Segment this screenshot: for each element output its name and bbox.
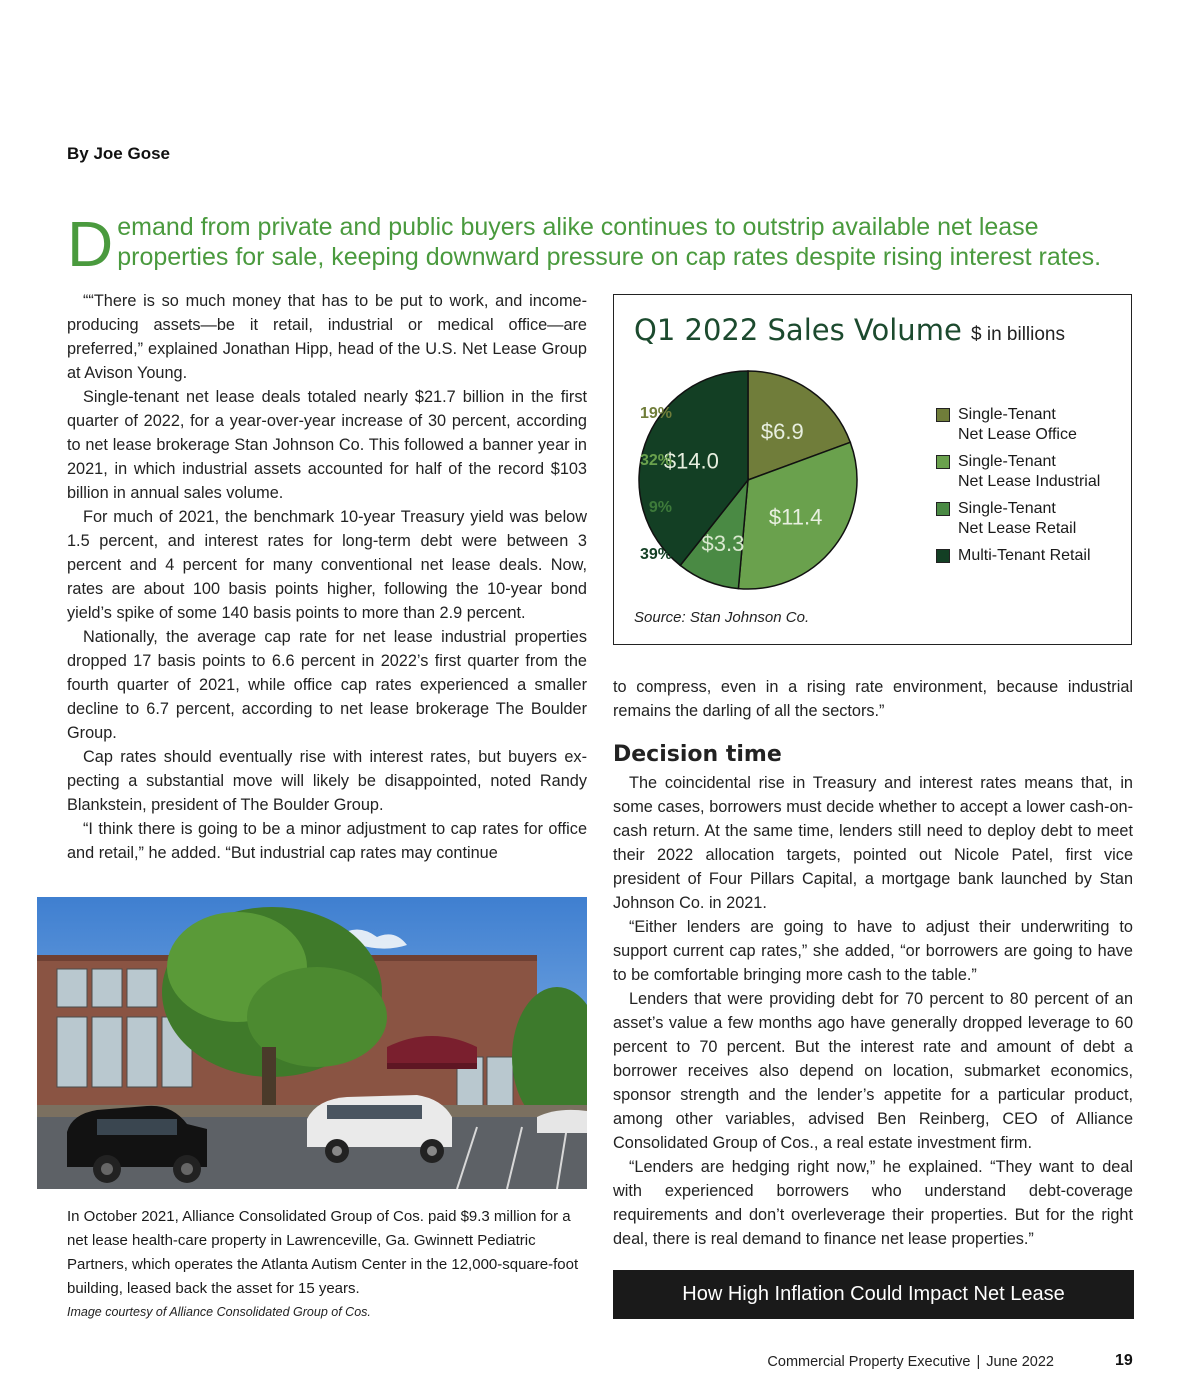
legend-label: Single-Tenant Net Lease Industrial	[958, 453, 1101, 490]
legend-label: Single-Tenant Net Lease Office	[958, 406, 1077, 443]
paragraph: Nationally, the average cap rate for net lease industrial properties dropped 17 basis points to 6.6 percent in 2022’s first quarter from the fourth quarter of 2021, while office cap rates experienced a smaller decline to 6.7 percent, according to net lease brokerage The Boulder Group.	[67, 628, 587, 742]
drop-cap: D	[67, 208, 114, 280]
chart-title-text: Q1 2022 Sales Volume	[634, 313, 962, 347]
legend-percent: 39%	[639, 546, 672, 563]
legend-label: Multi-Tenant Retail	[958, 547, 1091, 564]
legend-swatch	[936, 455, 950, 469]
legend-percent: 19%	[639, 405, 672, 422]
legend-label: Single-Tenant Net Lease Retail	[958, 500, 1077, 537]
publication-name: Commercial Property Executive	[767, 1354, 971, 1370]
chart-source: Source: Stan Johnson Co.	[634, 609, 810, 626]
deck-text: emand from private and public buyers alike continues to outstrip available net lease properties for sale, keeping downward pressure on cap rates despite rising interest rates.	[117, 213, 1102, 271]
legend-swatch	[936, 502, 950, 516]
right-column	[613, 771, 1133, 1251]
paragraph: Lenders that were providing debt for 70 percent to 80 percent of an asset’s value a few months ago have generally dropped leverage to 60 percent to 70 percent. But the interest rate and amount of debt a borrower receives also depend on location, submarket economics, sponsor strength and the lender’s appetite for a particular product, among other variables, advised Ben Reinberg, CEO of Alliance Consolidated Group of Cos., a real estate investment firm.	[613, 990, 1133, 1152]
legend-swatch	[936, 549, 950, 563]
paragraph: “Either lenders are going to have to adjust their underwriting to support current cap rates,” she added, “or borrowers are going to have to be comfortable bringing more cash to the table.”	[613, 918, 1133, 984]
related-article-link[interactable]: How High Inflation Could Impact Net Lease	[613, 1270, 1134, 1319]
issue-date: June 2022	[986, 1354, 1054, 1370]
footer-separator: |	[976, 1354, 981, 1370]
page-number: 19	[1115, 1352, 1133, 1369]
photo-credit: Image courtesy of Alliance Consolidated Group of Cos.	[67, 1305, 371, 1319]
legend-percent: 9%	[648, 499, 672, 516]
pie-value-label: $14.0	[663, 448, 719, 474]
left-column	[67, 289, 587, 865]
right-column-continuation	[613, 675, 1133, 723]
building-photo	[37, 897, 587, 1189]
paragraph: “I think there is going to be a minor adjustment to cap rates for office and retail,” he added. “But industrial cap rates may continue	[67, 820, 587, 862]
paragraph: to compress, even in a rising rate environment, because industrial remains the darling of all the sectors.”	[613, 678, 1133, 720]
legend-percent: 32%	[639, 452, 672, 469]
pie-value-label: $3.3	[701, 530, 745, 556]
sales-volume-chart	[613, 294, 1132, 645]
chart-unit: $ in billions	[971, 324, 1065, 345]
building-illustration	[37, 897, 587, 1189]
paragraph: For much of 2021, the benchmark 10-year Treasury yield was below 1.5 percent, and interest rates for long-term debt were between 3 percent and 4 percent for many conventional net lease deals. Now, rates are about 100 basis points higher, following the 10-year bond yield’s spike of some 140 basis points to more than 2.9 percent.	[67, 508, 587, 622]
paragraph: ““There is so much money that has to be put to work, and income-producing assets—be it retail, industrial or medical office—are preferred,” explained Jonathan Hipp, head of the U.S. Net Lease Group at Avison Young.	[67, 292, 587, 382]
paragraph: Single-tenant net lease deals totaled nearly $21.7 billion in the first quarter of 2022, for a year-over-year increase of 30 percent, according to net lease brokerage Stan Johnson Co. This followed a banner year in 2021, in which industrial assets accounted for half of the record $103 billion in annual sales volume.	[67, 388, 587, 502]
section-heading: Decision time	[613, 742, 782, 767]
legend-swatch	[936, 408, 950, 422]
photo-caption: In October 2021, Alliance Consolidated Group of Cos. paid $9.3 million for a net lease health-care property in Lawrenceville, Ga. Gwinnett Pediatric Partners, which operates the Atlanta Autism Center in the 12,000-square-foot building, leased back the asset for 15 years.	[67, 1208, 579, 1297]
byline: By Joe Gose	[67, 144, 170, 163]
paragraph: Cap rates should eventually rise with interest rates, but buyers ex-pecting a substantial move will likely be disappointed, noted Randy Blankstein, president of The Boulder Group.	[67, 748, 587, 814]
pie-value-label: $11.4	[768, 504, 823, 530]
article-deck	[67, 208, 1142, 280]
paragraph: “Lenders are hedging right now,” he explained. “They want to deal with experienced borrowers who understand debt-coverage requirements and don’t overleverage their properties. But for the right deal, there is real demand to finance net lease properties.”	[613, 1158, 1133, 1248]
page-footer	[767, 1354, 1054, 1370]
pie-value-label: $6.9	[760, 418, 804, 444]
paragraph: The coincidental rise in Treasury and interest rates means that, in some cases, borrowers must decide whether to accept a lower cash-on-cash return. At the same time, lenders still need to deploy debt to meet their 2022 allocation targets, pointed out Nicole Patel, first vice president of Four Pillars Capital, a mortgage bank launched by Stan Johnson Co. in 2021.	[613, 774, 1133, 912]
